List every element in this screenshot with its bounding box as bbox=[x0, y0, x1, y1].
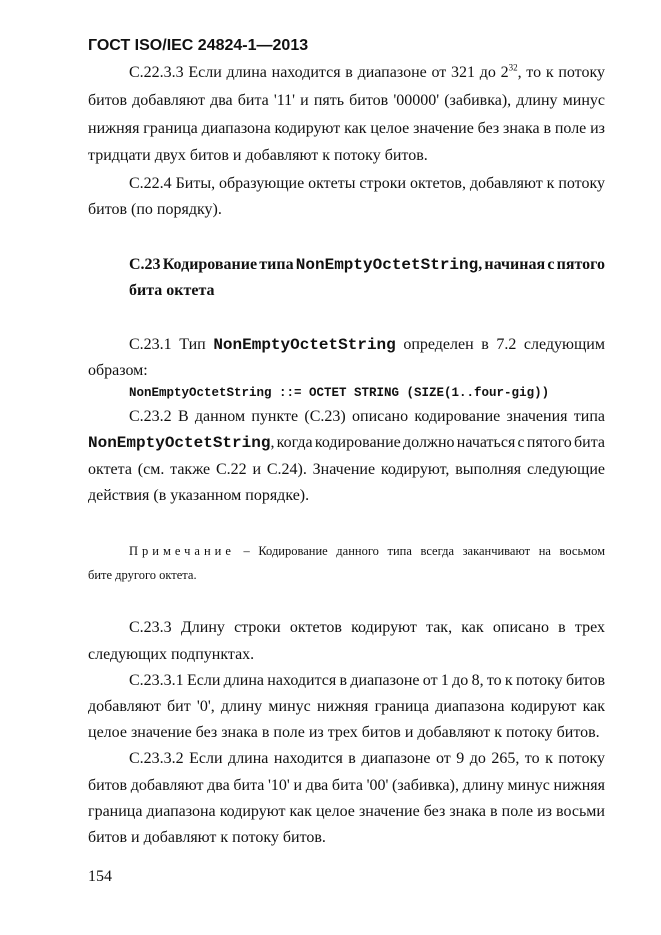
paragraph-line: тридцати двух битов и добавляют к потоку битов. bbox=[88, 147, 428, 164]
paragraph-line: целое значение без знака в поле из трех битов и добавляют к потоку битов. bbox=[88, 724, 600, 741]
paragraph-line: добавляют бит '0', длину минус нижняя граница диапазона кодируют как bbox=[88, 698, 605, 715]
paragraph-line: нижняя граница диапазона кодируют как целое значение без знака в поле из bbox=[88, 120, 605, 137]
paragraph-line: битов (по порядку). bbox=[88, 201, 222, 218]
code-line: NonEmptyOctetString ::= OCTET STRING (SIZE(1..four-gig)) bbox=[129, 386, 550, 400]
paragraph-line bbox=[129, 335, 605, 355]
paragraph-line bbox=[129, 63, 605, 83]
text: , начиная с пятого bbox=[478, 256, 606, 273]
paragraph-line: С.22.4 Биты, образующие октеты строки октетов, добавляют к потоку bbox=[129, 175, 605, 192]
paragraph-line: битов добавляют два бита '11' и пять битов '00000' (забивка), длину минус bbox=[88, 92, 605, 109]
note-line: бите другого октета. bbox=[88, 568, 197, 582]
paragraph-line bbox=[88, 433, 605, 453]
text: С.22.3.3 Если длина находится в диапазоне от 321 до 2 bbox=[129, 64, 509, 81]
code-term: NonEmptyOctetString bbox=[295, 256, 479, 274]
paragraph-line: граница диапазона кодируют как целое значение без знака в поле из восьми bbox=[88, 803, 605, 820]
text: определен в 7.2 следующим bbox=[395, 336, 605, 353]
paragraph-line: С.23.2 В данном пункте (С.23) описано кодирование значения типа bbox=[129, 408, 605, 425]
paragraph-line: битов и добавляют к потоку битов. bbox=[88, 829, 326, 846]
paragraph-line: октета (см. также С.22 и С.24). Значение кодируют, выполняя следующие bbox=[88, 461, 605, 478]
section-heading bbox=[129, 255, 605, 275]
paragraph-line: образом: bbox=[88, 362, 148, 379]
code-term: NonEmptyOctetString bbox=[213, 336, 396, 354]
paragraph-line: С.23.3.1 Если длина находится в диапазоне от 1 до 8, то к потоку битов bbox=[129, 672, 605, 689]
paragraph-line: действия (в указанном порядке). bbox=[88, 487, 310, 504]
document-header: ГОСТ ISO/IEC 24824-1—2013 bbox=[88, 37, 309, 54]
text: , то к потоку bbox=[517, 64, 605, 81]
text: С.23.1 Тип bbox=[129, 336, 214, 353]
page-number: 154 bbox=[88, 868, 112, 885]
note-label: Примечание bbox=[129, 544, 235, 558]
text: , когда кодирование должно начаться с пятого бита bbox=[270, 434, 606, 451]
text: С.23 Кодирование типа bbox=[129, 256, 296, 273]
note-line bbox=[129, 541, 605, 561]
text: – Кодирование данного типа всегда заканчивают на восьмом bbox=[234, 544, 605, 558]
paragraph-line: С.23.3 Длину строки октетов кодируют так, как описано в трех bbox=[129, 619, 605, 636]
section-heading-line2: бита октета bbox=[129, 282, 215, 299]
code-term: NonEmptyOctetString bbox=[88, 434, 271, 452]
paragraph-line: следующих подпунктах. bbox=[88, 646, 255, 663]
superscript: 32 bbox=[508, 62, 518, 73]
paragraph-line: С.23.3.2 Если длина находится в диапазоне от 9 до 265, то к потоку bbox=[129, 750, 605, 767]
paragraph-line: битов добавляют два бита '10' и два бита '00' (забивка), длину минус нижняя bbox=[88, 777, 605, 794]
